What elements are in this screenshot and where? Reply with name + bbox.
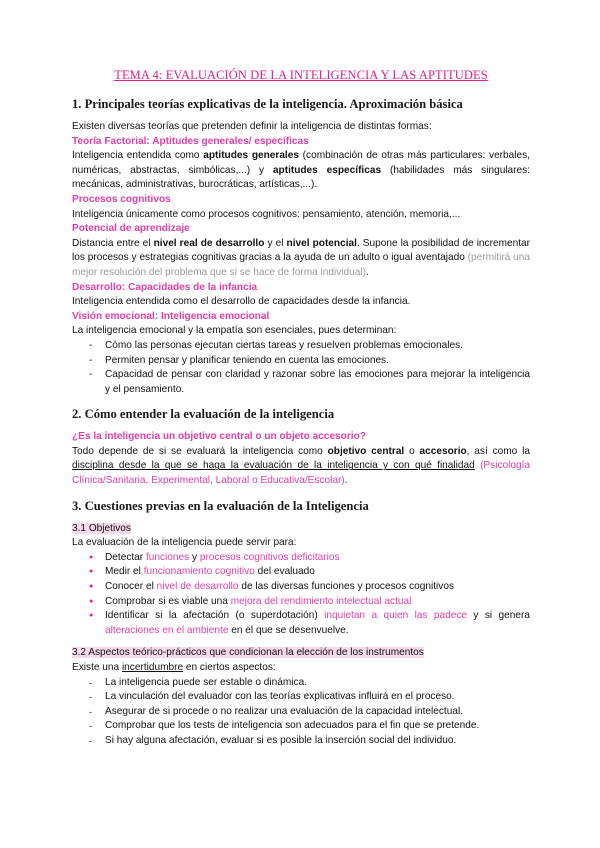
potencial-label: Potencial de aprendizaje [72, 223, 190, 235]
list-item: - La vinculación del evaluador con las teorías explicativas influirá en el proceso. [72, 690, 530, 705]
desarrollo-label: Desarrollo: Capacidades de la infancia [72, 281, 258, 293]
page-title: TEMA 4: EVALUACIÓN DE LA INTELIGENCIA Y LAS APTITUDES [114, 68, 488, 82]
aspects-list [72, 676, 530, 749]
subsection-3-1: 3.1 Objetivos [72, 522, 131, 534]
list-item: ● Medir el funcionamiento cognitivo del evaluado [72, 565, 530, 580]
potencial-text: Distancia entre el nivel real de desarrollo y el nivel potencial. Supone la posibilidad de incrementar los procesos y estrategias cognitivas gracias a la ayuda de un adulto o igual aventajado (permitirá una mejor resolución del problema que si se hace de forma individual). [72, 237, 530, 278]
objectives-list [72, 551, 530, 639]
emocional-text: La inteligencia emocional y la empatía son esenciales, pues determinan: [72, 325, 397, 337]
section-2-heading: 2. Cómo entender la evaluación de la inteligencia [72, 407, 335, 422]
list-item: ● Comprobar si es viable una mejora del rendimiento intelectual actual [72, 595, 530, 610]
factorial-label: Teoría Factorial: Aptitudes generales/ específicas [72, 135, 309, 147]
subsection-3-2: 3.2 Aspectos teórico-prácticos que condicionan la elección de los instrumentos [72, 647, 424, 659]
document-page [72, 68, 530, 749]
s1-intro: Existen diversas teorías que pretenden definir la inteligencia de distintas formas: [72, 121, 432, 132]
desarrollo-text: Inteligencia entendida como el desarrollo de capacidades desde la infancia. [72, 296, 411, 308]
list-item: - La inteligencia puede ser estable o dinámica. [72, 676, 530, 691]
list-item: - Asegurar de si procede o no realizar una evaluación de la capacidad intelectual. [72, 705, 530, 720]
list-item: ● Detectar funciones y procesos cognitivos deficitarios [72, 551, 530, 566]
section-3-heading: 3. Cuestiones previas en la evaluación de la Inteligencia [72, 498, 369, 513]
factorial-text: Inteligencia entendida como aptitudes generales (combinación de otras más particulares: verbales, numéricas, abstractas, simbólicas,...) y aptitudes específicas (habilidades más singulares: mecánicas, administrativas, burocráticas, artísticas,...). [72, 150, 530, 191]
procesos-label: Procesos cognitivos [72, 193, 171, 205]
list-item: - Capacidad de pensar con claridad y razonar sobre las emociones para mejorar la inteligencia y el pensamiento. [72, 368, 530, 397]
list-item: - Permiten pensar y planificar teniendo en cuenta las emociones. [72, 354, 530, 369]
list-item: ● Conocer el nivel de desarrollo de las diversas funciones y procesos cognitivos [72, 580, 530, 595]
section-1-heading: 1. Principales teorías explicativas de la inteligencia. Aproximación básica [72, 97, 463, 111]
list-item: - Cómo las personas ejecutan ciertas tareas y resuelven problemas emocionales. [72, 339, 530, 354]
list-item: - Comprobar que los tests de inteligencia son adecuados para el fin que se pretende. [72, 719, 530, 734]
emocional-list [72, 339, 530, 397]
list-item: ● Identificar si la afectación (o superdotación) inquietan a quien las padece y si genera alteraciones en el ambiente en el que se desenvuelve. [72, 609, 530, 638]
s2-question: ¿Es la inteligencia un objetivo central o un objeto accesorio? [72, 431, 366, 443]
s2-text: Todo depende de si se evaluará la inteligencia como objetivo central o accesorio, así como la disciplina desde la que se haga la evaluación de la inteligencia y con qué finalidad (Psicología Clínica/Sanitaria, Experimental, Laboral o Educativa/Escolar). [72, 445, 530, 487]
procesos-text: Inteligencia únicamente como procesos cognitivos: pensamiento, atención, memoria,... [72, 208, 461, 220]
list-item: - Si hay alguna afectación, evaluar si es posible la inserción social del individuo. [72, 734, 530, 749]
s3-1-intro: La evaluación de la inteligencia puede servir para: [72, 537, 297, 549]
s3-2-intro: Existe una incertidumbre en ciertos aspectos: [72, 662, 276, 673]
emocional-label: Visión emocional: Inteligencia emocional [72, 310, 270, 322]
